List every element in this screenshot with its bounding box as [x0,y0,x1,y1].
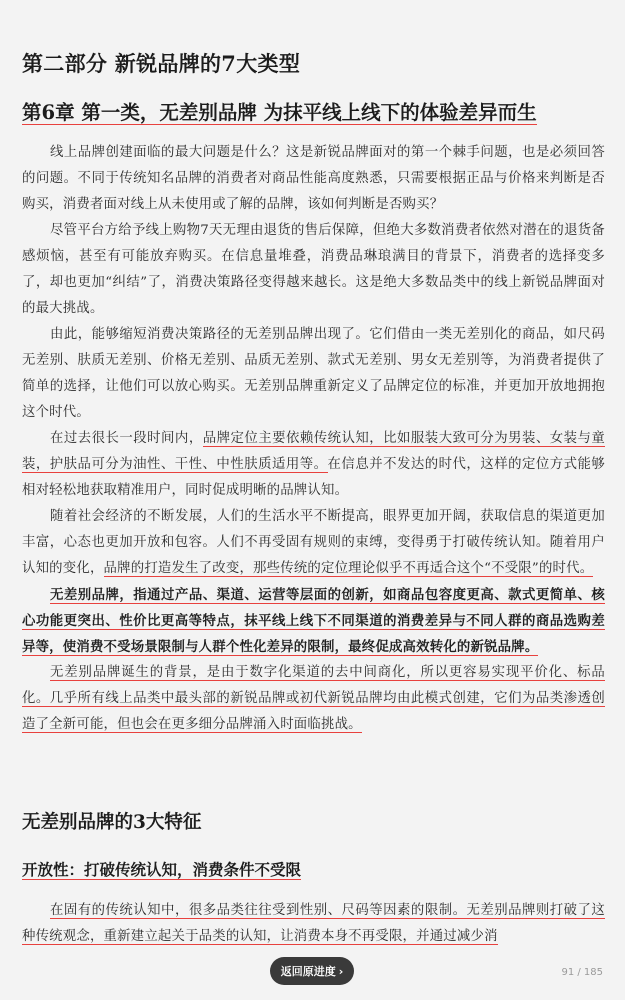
sub-title-text: 开放性：打破传统认知，消费条件不受限 [22,860,302,879]
section-body [22,898,605,950]
paragraph-4 [22,426,605,504]
chapter-body [22,140,605,738]
paragraph-3: 由此，能够缩短消费决策路径的无差别品牌出现了。它们借由一类无差别化的商品，如尺码无差别、肤质无差别、价格无差别、品质无差别、款式无差别、男女无差别等，为消费者提供了简单的选择，让他们可以放心购买。无差别品牌重新定义了品牌定位的标准，并更加开放地拥抱这个时代。 [22,327,605,420]
paragraph-5-text: 随着社会经济的不断发展，人们的生活水平不断提高，眼界更加开阔，获取信息的渠道更加丰富，心态也更加开放和包容。人们不再受固有规则的束缚，变得勇于打破传统认知。随着用户认知的变化， [22,509,605,576]
paragraph-4-text-end: 在信息并不发达的时代，这样的定位方式能够相对轻松地获取精准用户，同时促成明晰的品牌认知。 [22,457,606,498]
sub-title [22,858,301,880]
paragraph-8[interactable] [22,898,605,950]
paragraph-2: 尽管平台方给予线上购物7天无理由退货的售后保障，但绝大多数消费者依然对潜在的退货备感烦恼，甚至有可能放弃购买。在信息量堆叠，消费品琳琅满目的背景下，消费者的选择变多了，却也更加“纠结”了，消费决策路径变得越来越长。这是绝大多数品类中的线上新锐品牌面对的最大挑战。 [22,223,605,316]
highlight-underline[interactable]: 在固有的传统认知中，很多品类往往受到性别、尺码等因素的限制。无差别品牌则打破了这种传统观念，重新建立起关于品类的认知，让消费本身不再受限，并通过减少消 [22,903,605,944]
return-progress-button[interactable] [270,957,354,985]
chapter-title-text: 第6章 第一类，无差别品牌 为抹平线上线下的体验差异而生 [22,101,537,124]
paragraph-5 [22,504,605,582]
paragraph-6-definition[interactable] [22,582,605,660]
paragraph-4-text: 在过去很长一段时间内， [50,431,203,446]
highlight-underline[interactable]: 品牌的打造发生了改变，那些传统的定位理论似乎不再适合这个“不受限”的时代。 [103,561,594,576]
highlight-underline[interactable]: 品牌定位主要依赖传统认知，比如服装大致可分为男装、女装与童装，护肤品可分为油性、干性、中性肤质适用等。 [22,431,605,472]
chevron-right-icon: › [338,964,344,978]
highlight-underline[interactable]: 无差别品牌，指通过产品、渠道、运营等层面的创新，如商品包容度更高、款式更简单、核心功能更突出、性价比更高等特点，抹平线上线下不同渠道的消费差异与不同人群的商品选购差异等，使消费不受场景限制与人群个性化差异的限制，最终促成高效转化的新锐品牌。 [22,587,605,655]
part-title: 第二部分 新锐品牌的7大类型 [22,51,301,76]
return-progress-label: 返回原进度 [280,965,336,978]
chapter-title [22,98,612,128]
highlight-underline[interactable]: 无差别品牌诞生的背景，是由于数字化渠道的去中间商化，所以更容易实现平价化、标品化。几乎所有线上品类中最头部的新锐品牌或初代新锐品牌均由此模式创建，它们为品类渗透创造了全新可能，但也会在更多细分品牌涌入时面临挑战。 [22,665,605,732]
paragraph-1: 线上品牌创建面临的最大问题是什么？这是新锐品牌面对的第一个棘手问题，也是必须回答的问题。不同于传统知名品牌的消费者对商品性能高度熟悉，只需要根据正品与价格来判断是否购买，消费者面对线上从未使用或了解的品牌，该如何判断是否购买？ [22,145,605,212]
page-indicator: 91 / 185 [561,967,603,978]
section-title: 无差别品牌的3大特征 [22,812,202,833]
paragraph-7[interactable] [22,660,605,738]
